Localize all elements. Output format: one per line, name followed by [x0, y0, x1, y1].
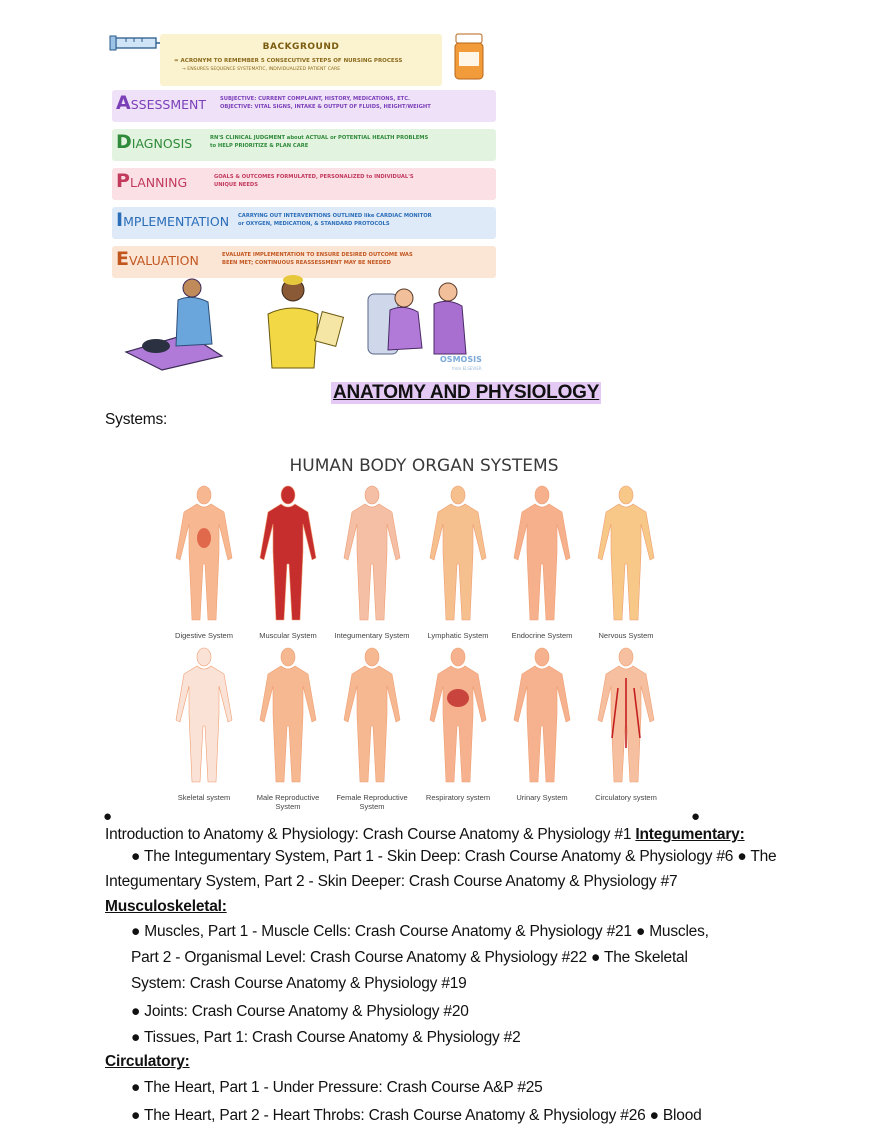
- body-figure: [430, 486, 486, 620]
- digestive-organ: [197, 528, 211, 548]
- step-word: EVALUATION: [116, 248, 199, 270]
- circulatory-line[interactable]: ● The Heart, Part 1 - Under Pressure: Crash Course A&P #25: [131, 1079, 543, 1096]
- system-label: Urinary System: [516, 793, 568, 802]
- intro-link[interactable]: Introduction to Anatomy & Physiology: Crash Course Anatomy & Physiology #1: [105, 826, 632, 843]
- body-figure: [260, 486, 316, 620]
- system-label: Male Reproductive: [256, 793, 320, 802]
- system-label: Circulatory system: [595, 793, 657, 802]
- body-figure: [344, 486, 400, 620]
- system-label: Skeletal system: [177, 793, 231, 802]
- bullet-left: ●: [103, 808, 113, 825]
- step-diagnosis: DIAGNOSIS RN'S CLINICAL JUDGMENT about ACTUAL or POTENTIAL HEALTH PROBLEMS to HELP PRIORITIZE & PLAN CARE: [112, 129, 496, 161]
- circulatory-label: Circulatory:: [105, 1053, 190, 1070]
- body-figure: [344, 648, 400, 782]
- system-label: Digestive System: [175, 631, 233, 640]
- body-figure: [514, 486, 570, 620]
- system-label: Integumentary System: [334, 631, 410, 640]
- step-word: PLANNING: [116, 170, 188, 192]
- circulatory-line[interactable]: ● The Heart, Part 2 - Heart Throbs: Crash Course Anatomy & Physiology #26 ● Blood: [131, 1107, 702, 1124]
- system-label: System: [359, 802, 385, 811]
- intro-line: [105, 826, 745, 844]
- musculoskeletal-line[interactable]: Part 2 - Organismal Level: Crash Course Anatomy & Physiology #22 ● The Skeletal: [131, 949, 688, 966]
- bullet-right: ●: [691, 808, 701, 825]
- background-title: BACKGROUND: [262, 42, 340, 52]
- background-line-1: = ACRONYM TO REMEMBER 5 CONSECUTIVE STEPS OF NURSING PROCESS: [174, 58, 403, 64]
- body-figure: [430, 648, 486, 782]
- musculoskeletal-line[interactable]: ● Muscles, Part 1 - Muscle Cells: Crash Course Anatomy & Physiology #21 ● Muscles,: [131, 923, 709, 940]
- system-label: Respiratory system: [425, 793, 491, 802]
- body-figure: [260, 648, 316, 782]
- step-word: DIAGNOSIS: [116, 131, 193, 153]
- musculoskeletal-line[interactable]: System: Crash Course Anatomy & Physiology #19: [131, 975, 467, 992]
- organ-chart-title: HUMAN BODY ORGAN SYSTEMS: [289, 456, 559, 476]
- svg-text:from ELSEVIER: from ELSEVIER: [452, 366, 482, 371]
- system-label: Nervous System: [598, 631, 654, 640]
- body-figure: [598, 486, 654, 620]
- system-label: Muscular System: [259, 631, 317, 640]
- musculoskeletal-line[interactable]: ● Tissues, Part 1: Crash Course Anatomy & Physiology #2: [131, 1029, 521, 1046]
- step-word: ASSESSMENT: [116, 92, 207, 114]
- svg-text:OSMOSIS: OSMOSIS: [440, 355, 482, 364]
- system-label: Endocrine System: [511, 631, 573, 640]
- integumentary-line-2[interactable]: Integumentary System, Part 2 - Skin Deeper: Crash Course Anatomy & Physiology #7: [105, 873, 678, 890]
- system-label: System: [275, 802, 301, 811]
- nursing-illustration: [118, 274, 498, 372]
- step-evaluation: EVALUATION EVALUATE IMPLEMENTATION TO ENSURE DESIRED OUTCOME WAS BEEN MET; CONTINUOUS REASSESSMENT MAY BE NEEDED: [112, 246, 496, 278]
- nursing-process-infographic: [108, 28, 500, 376]
- organ-figures: [160, 448, 688, 820]
- integumentary-line-1[interactable]: ● The Integumentary System, Part 1 - Skin Deep: Crash Course Anatomy & Physiology #6 ● The: [131, 848, 777, 865]
- systems-label: Systems:: [105, 411, 168, 428]
- background-box: [160, 34, 442, 86]
- page-heading: ANATOMY AND PHYSIOLOGY: [333, 382, 600, 403]
- body-figure: [176, 648, 232, 782]
- step-word: IMPLEMENTATION: [116, 209, 230, 231]
- step-planning: PLANNING GOALS & OUTCOMES FORMULATED, PERSONALIZED to INDIVIDUAL'S UNIQUE NEEDS: [112, 168, 496, 200]
- musculoskeletal-label: Musculoskeletal:: [105, 898, 227, 915]
- system-label: Lymphatic System: [427, 631, 489, 640]
- step-implementation: IMPLEMENTATION CARRYING OUT INTERVENTIONS OUTLINED like CARDIAC MONITOR or OXYGEN, MEDICATION, & STANDARD PROTOCOLS: [112, 207, 496, 239]
- body-figure: [514, 648, 570, 782]
- pill-bottle-icon: [452, 32, 486, 82]
- system-label: Female Reproductive: [336, 793, 408, 802]
- lungs: [447, 689, 469, 707]
- integumentary-label: Integumentary:: [635, 826, 745, 843]
- body-figure: [176, 486, 232, 620]
- step-assessment: ASSESSMENT SUBJECTIVE: CURRENT COMPLAINT, HISTORY, MEDICATIONS, ETC. OBJECTIVE: VITAL SIGNS, INTAKE & OUTPUT OF FLUIDS, HEIGHT/WEIGHT: [112, 90, 496, 122]
- musculoskeletal-line[interactable]: ● Joints: Crash Course Anatomy & Physiology #20: [131, 1003, 469, 1020]
- background-line-2: → ENSURES SEQUENCE SYSTEMATIC, INDIVIDUALIZED PATIENT CARE: [182, 67, 341, 72]
- organ-systems-chart: [160, 448, 688, 820]
